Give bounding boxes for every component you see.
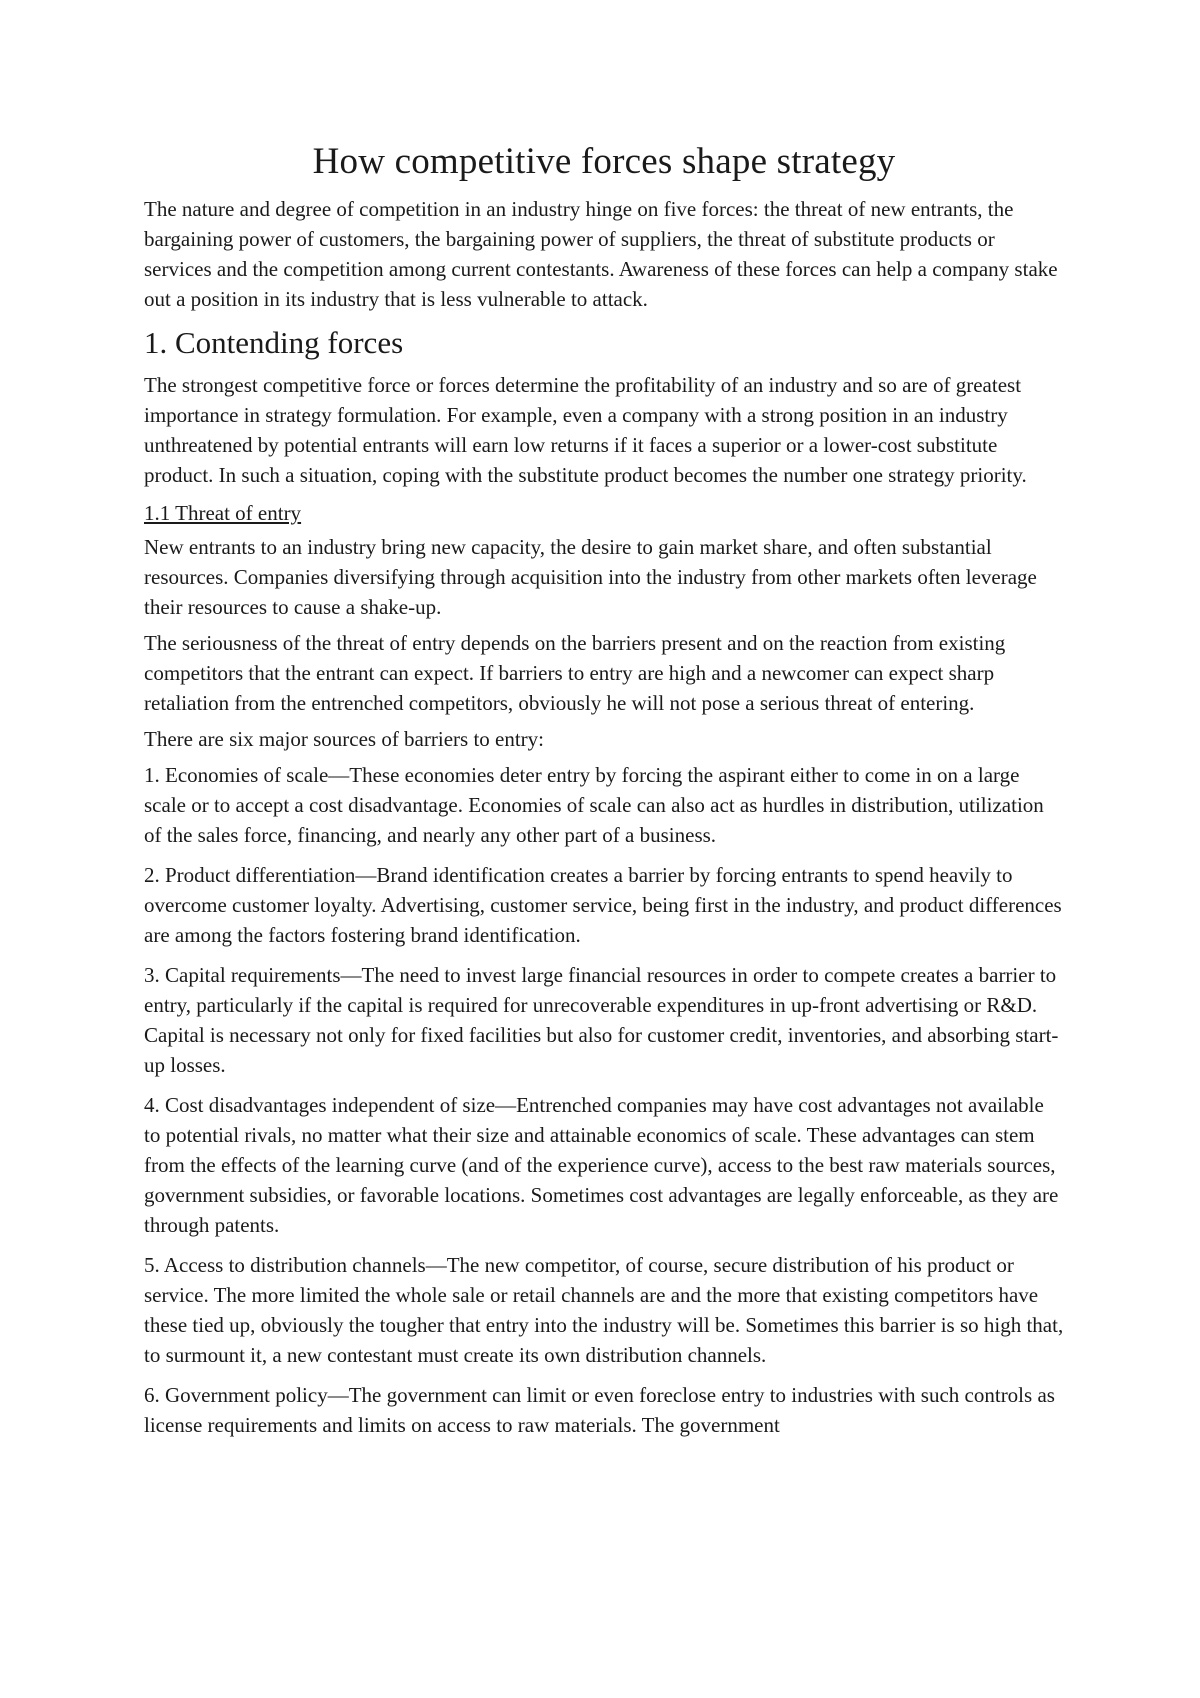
document-page xyxy=(144,140,1064,1450)
barrier-list-item: 5. Access to distribution channels—The new competitor, of course, secure distribution of his product or service. The more limited the whole sale or retail channels are and the more that existing competitors have these tied up, obviously the tougher that entry into the industry will be. Sometimes this barrier is so high that, to surmount it, a new contestant must create its own distribution channels. xyxy=(144,1252,1064,1367)
subsection-heading-threat-of-entry: 1.1 Threat of entry xyxy=(144,500,302,525)
intro-paragraph: The nature and degree of competition in an industry hinge on five forces: the threat of new entrants, the bargaining power of customers, the bargaining power of suppliers, the threat of substitute products or services and the competition among current contestants. Awareness of these forces can help a company stake out a position in its industry that is less vulnerable to attack. xyxy=(144,197,1058,312)
barrier-list-item: 6. Government policy—The government can limit or even foreclose entry to industries with such controls as license requirements and limits on access to raw materials. The government xyxy=(144,1382,1055,1437)
subsection-paragraph: New entrants to an industry bring new capacity, the desire to gain market share, and often substantial resources. Companies diversifying through acquisition into the industry from other markets often leverage their resources to cause a shake-up. xyxy=(144,534,1037,619)
barrier-list-item: 4. Cost disadvantages independent of size—Entrenched companies may have cost advantages not available to potential rivals, no matter what their size and attainable economics of scale. These advantages can stem from the effects of the learning curve (and of the experience curve), access to the best raw materials sources, government subsidies, or favorable locations. Sometimes cost advantages are legally enforceable, as they are through patents. xyxy=(144,1092,1059,1237)
document-title: How competitive forces shape strategy xyxy=(312,141,896,182)
subsection-paragraph: The seriousness of the threat of entry depends on the barriers present and on the reaction from existing competitors that the entrant can expect. If barriers to entry are high and a newcomer can expect sharp retaliation from the entrenched competitors, obviously he will not pose a serious threat of entering. xyxy=(144,630,1006,715)
subsection-paragraph: There are six major sources of barriers to entry: xyxy=(144,726,545,751)
section-paragraph: The strongest competitive force or forces determine the profitability of an industry and so are of greatest importance in strategy formulation. For example, even a company with a strong position in an industry unthreatened by potential entrants will earn low returns if it faces a superior or a lower-cost substitute product. In such a situation, coping with the substitute product becomes the number one strategy priority. xyxy=(144,372,1027,487)
section-heading-contending-forces: 1. Contending forces xyxy=(144,325,404,361)
barrier-list-item: 2. Product differentiation—Brand identification creates a barrier by forcing entrants to spend heavily to overcome customer loyalty. Advertising, customer service, being first in the industry, and product differences are among the factors fostering brand identification. xyxy=(144,862,1062,947)
barrier-list-item: 1. Economies of scale—These economies deter entry by forcing the aspirant either to come in on a large scale or to accept a cost disadvantage. Economies of scale can also act as hurdles in distribution, utilization of the sales force, financing, and nearly any other part of a business. xyxy=(144,762,1044,847)
barrier-list-item: 3. Capital requirements—The need to invest large financial resources in order to compete creates a barrier to entry, particularly if the capital is required for unrecoverable expenditures in up-front advertising or R&D. Capital is necessary not only for fixed facilities but also for customer credit, inventories, and absorbing start-up losses. xyxy=(144,962,1059,1077)
